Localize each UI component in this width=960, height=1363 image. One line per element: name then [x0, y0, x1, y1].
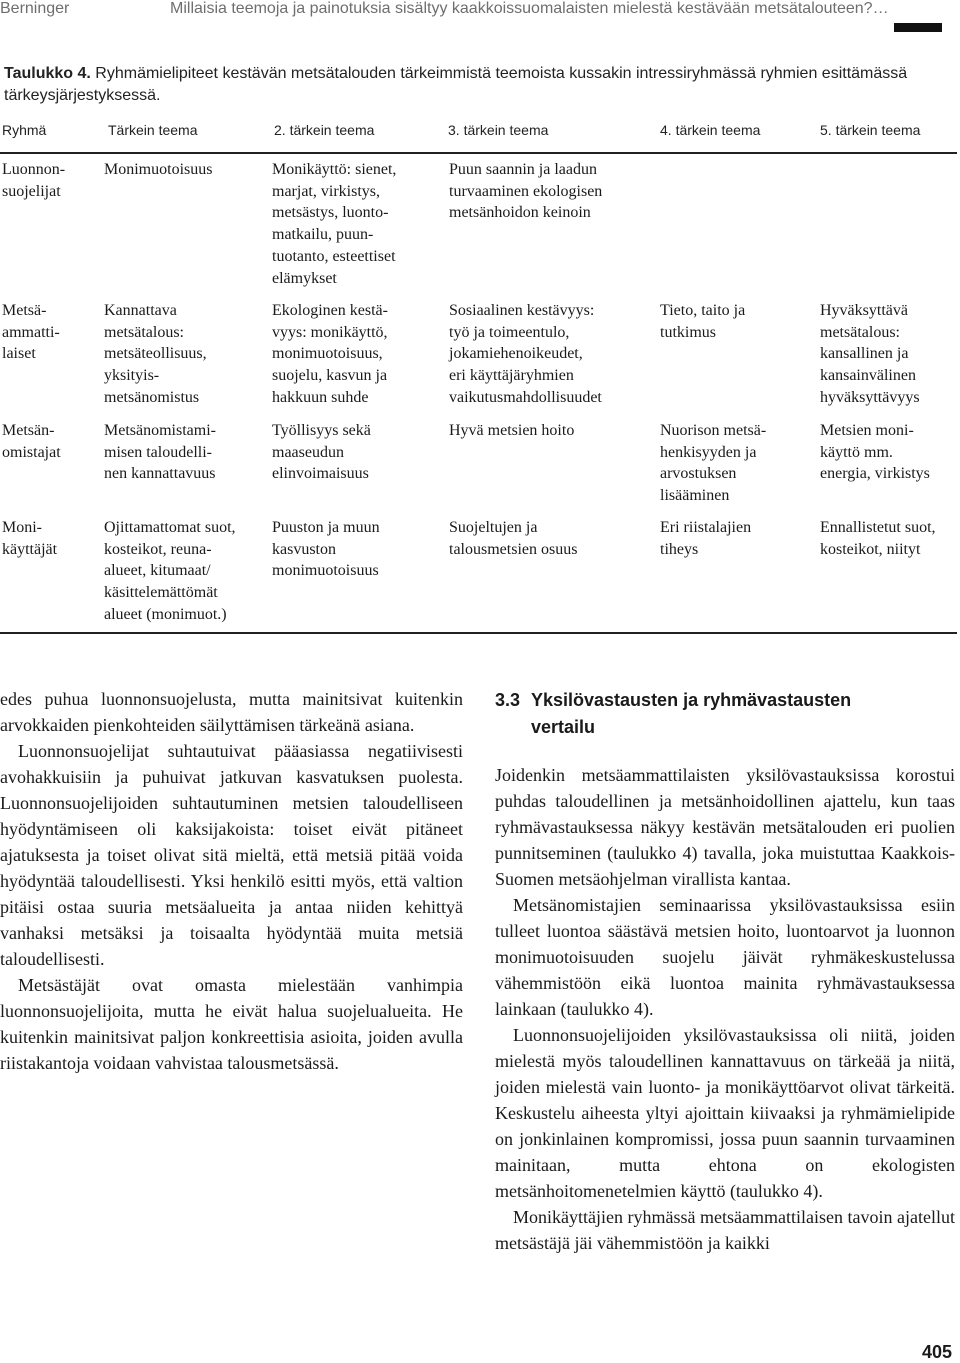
row-group-cell: Metsän- omistajat	[2, 422, 61, 461]
paragraph: Luonnonsuojelijoiden yksilövastauksissa oli niitä, joiden mielestä myös taloudellinen kannattavuus on tärkeää ja niitä, joiden mielestä vain luonto- ja monikäyttöarvot olivat tärkeitä. Keskustelu aiheesta yltyi ajoittain kiivaaksi ja ryhmämielipide on jonkinlainen kompromissi, jossa puun saannin turvaaminen mainitaan, mutta ehtona on ekologisten metsänhoitomenetelmien käyttö (taulukko 4).	[495, 1025, 955, 1201]
section-heading	[495, 687, 955, 741]
table-cell: Monikäyttö: sienet, marjat, virkistys, metsästys, luonto- matkailu, puun- tuotanto, esteettiset elämykset	[272, 161, 397, 287]
paragraph: Luonnonsuojelijat suhtautuivat pääasiassa negatiivisesti avohakkuisiin ja puhuivat jatkuvan kasvatuksen puolesta. Luonnonsuojelijoiden suhtautuminen metsien taloudelliseen hyödyntämiseen oli kaksijakoista: toiset eivät pitäneet ajatuksesta ja toiset olivat sitä mieltä, että metsiä pitää voida hyödyntää taloudellisesti. Yksi henkilö esitti myös, että valtion pitäisi ostaa suuria metsäalueita ja antaa niiden kehittyä vanhaksi metsäksi ja toisaalta hyödyntää muita metsiä taloudellisesti.	[0, 741, 463, 969]
header-bar-decoration	[894, 23, 942, 32]
column-header-group: Ryhmä	[2, 122, 47, 138]
page-number: 405	[922, 1342, 953, 1362]
column-header-1: Tärkein teema	[108, 122, 198, 138]
row-group-cell: Moni- käyttäjät	[2, 519, 58, 558]
column-header-3: 3. tärkein teema	[448, 122, 549, 138]
table-bottom-rule	[0, 632, 957, 634]
row-group-cell: Metsä- ammatti- laiset	[2, 302, 60, 363]
table-cell: Puun saannin ja laadun turvaaminen ekologisen metsänhoidon keinoin	[449, 161, 603, 222]
table-cell: Metsänomistami- misen taloudelli- nen kannattavuus	[104, 422, 216, 483]
table-cell: Metsien moni- käyttö mm. energia, virkistys	[820, 422, 930, 483]
column-header-4: 4. tärkein teema	[660, 122, 761, 138]
table-cell: Ennallistetut suot, kosteikot, niityt	[820, 519, 936, 558]
table-cell: Ekologinen kestä- vyys: monikäyttö, monimuotoisuus, suojelu, kasvun ja hakkuun suhde	[272, 302, 388, 406]
table-cell: Sosiaalinen kestävyys: työ ja toimeentulo, jokamiehenoikeudet, eri käyttäjäryhmien vaikutusmahdollisuudet	[449, 302, 602, 406]
table-caption	[4, 63, 954, 107]
paragraph: Metsästäjät ovat omasta mielestään vanhimpia luonnonsuojelijoita, mutta he eivät halua suojelualueita. He kuitenkin mainitsivat paljon konkreettisia asioita, joiden avulla riistakantoja voidaan vahvistaa talousmetsässä.	[0, 975, 463, 1073]
running-title: Millaisia teemoja ja painotuksia sisältyy kaakkoissuomalaisten mielestä kestävään metsätalouteen?…	[170, 0, 889, 17]
row-group-cell: Luonnon- suojelijat	[2, 161, 66, 200]
section-title-line-2: vertailu	[531, 717, 596, 737]
table-cell: Hyvä metsien hoito	[449, 422, 575, 439]
section-title-line-1: Yksilövastausten ja ryhmävastausten	[531, 690, 852, 710]
page-header	[0, 0, 960, 22]
left-column-text	[0, 686, 463, 1076]
table-cell: Eri riistalajien tiheys	[660, 519, 752, 558]
table-caption-text: Ryhmämielipiteet kestävän metsätalouden tärkeimmistä teemoista kussakin intressiryhmässä ryhmien esittämässä tärkeysjärjestyksessä.	[4, 65, 908, 104]
section-number: 3.3	[495, 690, 521, 710]
table-caption-label: Taulukko 4.	[4, 65, 91, 82]
paragraph: Joidenkin metsäammattilaisten yksilövastauksissa korostui puhdas taloudellinen ja metsänhoidollinen ajattelu, kun taas ryhmävastauksessa näkyy kestävän metsätalouden eri puolien punnitseminen (taulukko 4) tavalla, joka muistuttaa Kaakkois-Suomen metsäohjelman virallista kantaa.	[495, 765, 955, 889]
table-cell: Suojeltujen ja talousmetsien osuus	[449, 519, 578, 558]
table-cell: Puuston ja muun kasvuston monimuotoisuus	[272, 519, 380, 580]
table-cell: Tieto, taito ja tutkimus	[660, 302, 746, 341]
running-author: Berninger	[0, 0, 70, 17]
table-cell: Kannattava metsätalous: metsäteollisuus, yksityis- metsänomistus	[104, 302, 207, 406]
right-column-text	[495, 762, 955, 1256]
paragraph: Metsänomistajien seminaarissa yksilövastauksissa esiin tulleet luontoa säästävä metsien hoito, luontoarvot ja luonnon monimuotoisuuden suojelu jäivät ryhmäkeskustelussa vähemmistöön eikä luontoa mainita ryhmävastauksessa lainkaan (taulukko 4).	[495, 895, 955, 1019]
paragraph: edes puhua luonnonsuojelusta, mutta mainitsivat kuitenkin arvokkaiden pienkohteiden säilyttämisen tärkeänä asiana.	[0, 689, 463, 735]
table-cell: Työllisyys sekä maaseudun elinvoimaisuus	[272, 422, 371, 483]
table-cell: Monimuotoisuus	[104, 161, 213, 178]
table-cell: Ojittamattomat suot, kosteikot, reuna- alueet, kitumaat/ käsittelemättömät alueet (monimuot.)	[104, 519, 236, 623]
column-header-2: 2. tärkein teema	[274, 122, 375, 138]
table-cell: Hyväksyttävä metsätalous: kansallinen ja kansainvälinen hyväksyttävyys	[820, 302, 920, 406]
table-top-rule	[0, 152, 957, 154]
column-header-5: 5. tärkein teema	[820, 122, 921, 138]
paragraph: Monikäyttäjien ryhmässä metsäammattilaisen tavoin ajatellut metsästäjä jäi vähemmistöön ja kaikki	[495, 1207, 955, 1253]
table-cell: Nuorison metsä- henkisyyden ja arvostuksen lisääminen	[660, 422, 767, 505]
